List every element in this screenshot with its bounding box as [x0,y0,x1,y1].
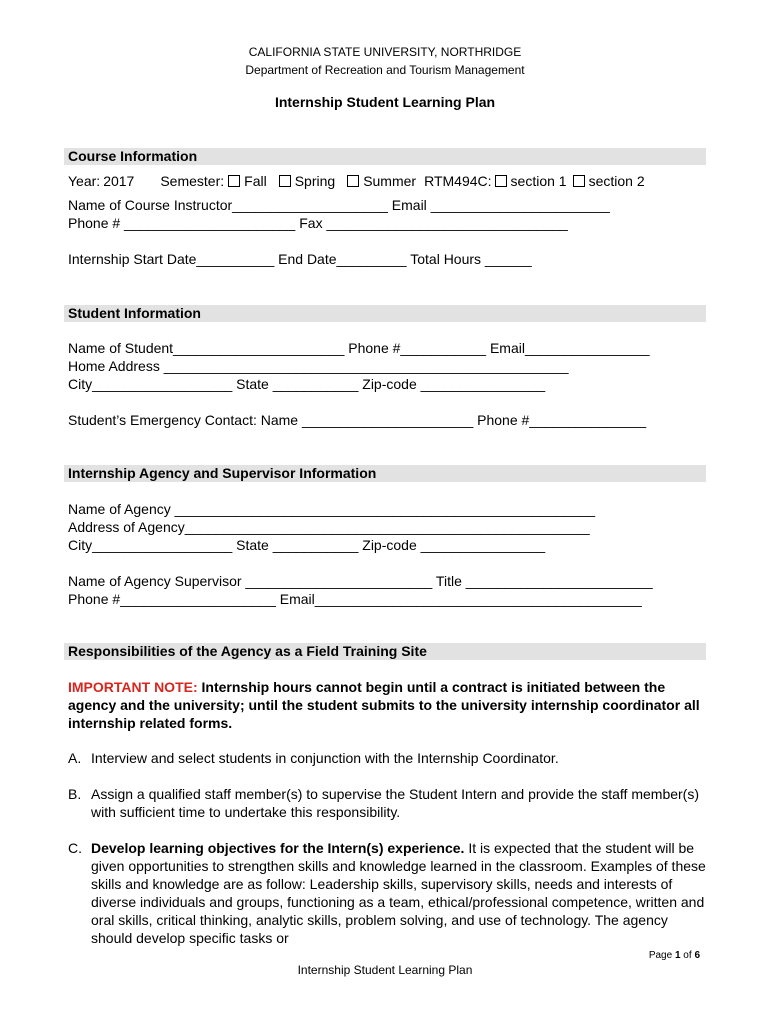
university-name: CALIFORNIA STATE UNIVERSITY, NORTHRIDGE [248,45,522,59]
instructor-email-field[interactable]: Name of Course Instructor____________________ Email _______________________ [68,197,610,213]
student-city-field[interactable]: City__________________ State ___________ Zip-code ________________ [68,376,546,392]
page-current: 1 [674,950,681,961]
document-title: Internship Student Learning Plan [274,94,496,110]
item-label: B. [68,786,82,802]
page-number [649,950,700,961]
summer-checkbox[interactable] [347,175,359,187]
section1-checkbox[interactable] [495,175,507,187]
section-bar-responsibilities [64,643,706,660]
department-name: Department of Recreation and Tourism Management [245,63,525,77]
year-semester-row [68,173,645,189]
internship-dates-field[interactable]: Internship Start Date__________ End Date_________ Total Hours ______ [68,251,532,267]
responsibility-item-c [68,839,708,947]
section-heading-responsibilities: Responsibilities of the Agency as a Field Training Site [68,643,427,659]
section-bar-student [64,305,706,322]
responsibility-item-b [68,785,708,821]
item-bold-text: Develop learning objectives for the Intern(s) experience. [91,840,465,856]
agency-address-field[interactable]: Address of Agency____________________________________________________ [68,519,590,535]
footer-title: Internship Student Learning Plan [297,963,473,977]
year-value[interactable]: 2017 [103,173,135,189]
section-heading-agency: Internship Agency and Supervisor Information [68,465,377,481]
year-label: Year: [68,173,101,189]
section-bar-agency [64,465,706,482]
student-name-field[interactable]: Name of Student______________________ Phone #___________ Email________________ [68,340,650,356]
supervisor-field[interactable]: Name of Agency Supervisor ________________________ Title ________________________ [68,573,653,589]
important-note-text: Internship hours cannot begin until a contract is initiated between the agency and the university; until the student submits to the university internship coordinator all internship related forms. [68,679,700,731]
item-text: Assign a qualified staff member(s) to supervise the Student Intern and provide the staff member(s) with sufficient time to undertake this responsibility. [91,786,700,820]
page-of: of [680,950,695,961]
fall-checkbox[interactable] [228,175,240,187]
responsibility-item-a [68,749,708,767]
item-label: C. [68,840,82,856]
rtm-label: RTM494C: [424,173,492,189]
semester-label: Semester: [160,173,225,189]
spring-label: Spring [294,173,336,189]
fall-label: Fall [244,173,267,189]
item-label: A. [68,750,82,766]
agency-name-field[interactable]: Name of Agency ______________________________________________________ [68,501,596,517]
important-note [68,678,708,732]
summer-label: Summer [363,173,417,189]
item-text-container [91,839,708,947]
section-bar-course [64,148,706,165]
spring-checkbox[interactable] [279,175,291,187]
agency-city-field[interactable]: City__________________ State ___________ Zip-code ________________ [68,537,546,553]
phone-fax-field[interactable]: Phone # ______________________ Fax _______________________________ [68,215,568,231]
emergency-contact-field[interactable]: Student’s Emergency Contact: Name ______________________ Phone #_______________ [68,412,647,428]
home-address-field[interactable]: Home Address ____________________________________________________ [68,358,569,374]
section-heading-course: Course Information [68,148,198,164]
section-heading-student: Student Information [68,305,201,321]
page-prefix: Page [648,950,675,961]
section2-checkbox[interactable] [573,175,585,187]
item-text: It is expected that the student will be given opportunities to strengthen skills and knowledge learned in the classroom. Examples of these skills and knowledge are as follow: Leadership skills, supervisory skills, needs and interests of diverse individuals and groups, functioning as a team, ethical/professional competence, written and oral skills, critical thinking, analytic skills, problem solving, and use of technology. The agency should develop specific tasks or [91,840,706,946]
page-total: 6 [694,950,700,961]
section2-label: section 2 [588,173,645,189]
supervisor-phone-field[interactable]: Phone #____________________ Email__________________________________________ [68,591,642,607]
important-note-label: IMPORTANT NOTE: [68,679,198,695]
section1-label: section 1 [510,173,567,189]
item-text: Interview and select students in conjunction with the Internship Coordinator. [91,750,559,766]
